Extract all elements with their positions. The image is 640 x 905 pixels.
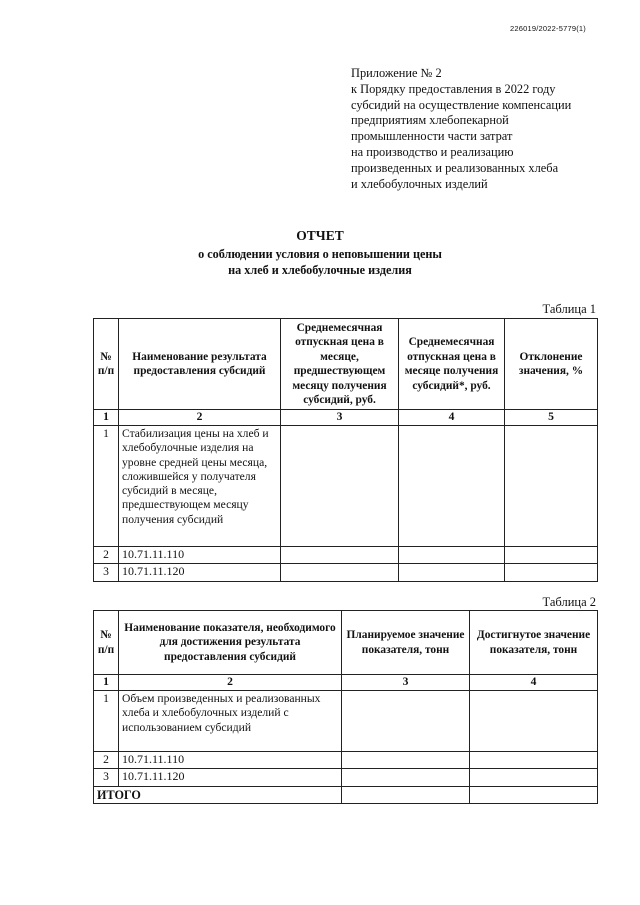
table-row (94, 547, 598, 564)
table2-header-row (94, 611, 598, 675)
table1-header-prev-month-price: Среднемесячная отпускная цена в месяце, предшествующем месяцу получения субсидий, руб. (281, 319, 399, 410)
table2-header-number: № п/п (94, 611, 119, 675)
row-number: 3 (94, 769, 119, 786)
table1-header-result-name: Наименование результата предоставления субсидий (119, 319, 281, 410)
cell-prev-price[interactable] (281, 547, 399, 564)
cell-current-price[interactable] (399, 564, 505, 581)
cell-prev-price[interactable] (281, 426, 399, 547)
table-row (94, 752, 598, 769)
table2-header-indicator-name: Наименование показателя, необходимого для достижения результата предоставления субсидий (119, 611, 342, 675)
table1-header-deviation: Отклонение значения, % (505, 319, 598, 410)
row-indicator-name: Объем произведенных и реализованных хлеба и хлебобулочных изделий с использованием субсидий (119, 691, 342, 752)
table1-colnum: 2 (119, 410, 281, 426)
table1-column-numbers (94, 410, 598, 426)
report-title-subtitle-2: на хлеб и хлебобулочные изделия (228, 263, 412, 277)
row-number: 1 (94, 691, 119, 752)
row-product-code: 10.71.11.110 (119, 752, 342, 769)
table1-colnum: 4 (399, 410, 505, 426)
appendix-line: на производство и реализацию (351, 144, 514, 159)
row-product-code: 10.71.11.120 (119, 769, 342, 786)
table1-header-row (94, 319, 598, 410)
cell-achieved-value[interactable] (470, 691, 598, 752)
appendix-line: и хлебобулочных изделий (351, 176, 488, 191)
table2-column-numbers (94, 675, 598, 691)
document-registration-number: 226019/2022-5779(1) (510, 24, 586, 33)
appendix-line: произведенных и реализованных хлеба (351, 160, 559, 175)
cell-total-achieved[interactable] (470, 786, 598, 803)
cell-achieved-value[interactable] (470, 752, 598, 769)
appendix-line: предприятиям хлебопекарной (351, 113, 509, 128)
table1-colnum: 5 (505, 410, 598, 426)
table2-header-planned-value: Планируемое значение показателя, тонн (342, 611, 470, 675)
report-title-subtitle-1: о соблюдении условия о неповышении цены (198, 247, 442, 261)
table2-header-achieved-value: Достигнутое значение показателя, тонн (470, 611, 598, 675)
row-number: 2 (94, 547, 119, 564)
table1-header-number: № п/п (94, 319, 119, 410)
table1-colnum: 3 (281, 410, 399, 426)
appendix-line: промышленности части затрат (351, 129, 513, 144)
table2-label: Таблица 2 (542, 595, 596, 609)
cell-achieved-value[interactable] (470, 769, 598, 786)
report-title-main: ОТЧЕТ (296, 228, 344, 243)
table1-colnum: 1 (94, 410, 119, 426)
table2 (93, 610, 598, 804)
cell-deviation[interactable] (505, 426, 598, 547)
table-row (94, 691, 598, 752)
row-number: 1 (94, 426, 119, 547)
table1 (93, 318, 598, 582)
row-number: 2 (94, 752, 119, 769)
cell-deviation[interactable] (505, 564, 598, 581)
table-row (94, 769, 598, 786)
cell-planned-value[interactable] (342, 752, 470, 769)
cell-planned-value[interactable] (342, 691, 470, 752)
appendix-header (351, 66, 613, 192)
row-number: 3 (94, 564, 119, 581)
table-row (94, 564, 598, 581)
table2-colnum: 2 (119, 675, 342, 691)
table2-total-row (94, 786, 598, 803)
cell-current-price[interactable] (399, 426, 505, 547)
row-product-code: 10.71.11.110 (119, 547, 281, 564)
row-result-name: Стабилизация цены на хлеб и хлебобулочные изделия на уровне средней цены месяца, сложившейся у получателя субсидий в месяце, предшествующем месяцу получения субсидий (119, 426, 281, 547)
cell-deviation[interactable] (505, 547, 598, 564)
cell-current-price[interactable] (399, 547, 505, 564)
cell-planned-value[interactable] (342, 769, 470, 786)
report-title (0, 228, 640, 278)
table1-label: Таблица 1 (542, 302, 596, 316)
cell-prev-price[interactable] (281, 564, 399, 581)
cell-total-planned[interactable] (342, 786, 470, 803)
table-row (94, 426, 598, 547)
appendix-line: субсидий на осуществление компенсации (351, 97, 572, 112)
total-label: ИТОГО (94, 786, 342, 803)
appendix-line: Приложение № 2 (351, 66, 442, 80)
table2-colnum: 1 (94, 675, 119, 691)
table2-colnum: 4 (470, 675, 598, 691)
table2-colnum: 3 (342, 675, 470, 691)
appendix-line: к Порядку предоставления в 2022 году (351, 81, 556, 96)
row-product-code: 10.71.11.120 (119, 564, 281, 581)
table1-header-current-month-price: Среднемесячная отпускная цена в месяце получения субсидий*, руб. (399, 319, 505, 410)
